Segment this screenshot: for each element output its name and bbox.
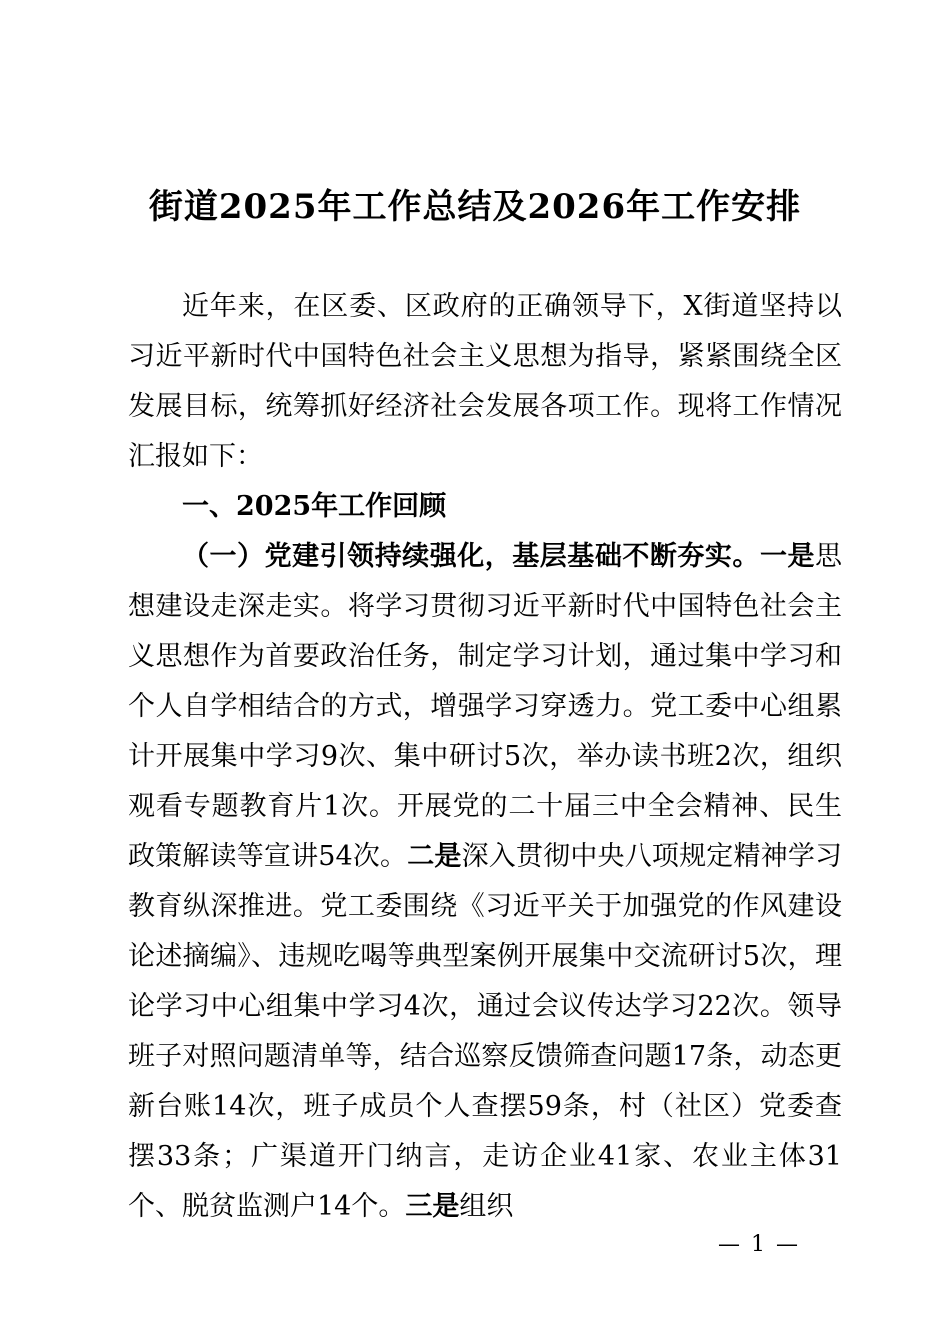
intro-paragraph: 近年来，在区委、区政府的正确领导下，X街道坚持以习近平新时代中国特色社会主义思想为指导，紧紧围绕全区发展目标，统筹抓好经济社会发展各项工作。现将工作情况汇报如下：: [128, 291, 842, 472]
document-body: [128, 282, 842, 1232]
document-title: 街道2025年工作总结及2026年工作安排: [148, 187, 802, 227]
point-marker-1: 一是: [759, 541, 816, 572]
subsection-heading: （一）党建引领持续强化，基层基础不断夯实。: [182, 541, 760, 572]
section-heading-text: 一、2025年工作回顾: [182, 491, 447, 522]
point-marker-2: 二是: [407, 841, 462, 872]
point-marker-3: 三是: [405, 1191, 460, 1222]
point-text-1: 思想建设走深走实。将学习贯彻习近平新时代中国特色社会主义思想作为首要政治任务，制定学习计划，通过集中学习和个人自学相结合的方式，增强学习穿透力。党工委中心组累计开展集中学习9次、集中研讨5次，举办读书班2次，组织观看专题教育片1次。开展党的二十届三中全会精神、民生政策解读等宣讲54次。: [128, 541, 843, 872]
point-text-2: 深入贯彻中央八项规定精神学习教育纵深推进。党工委围绕《习近平关于加强党的作风建设论述摘编》、违规吃喝等典型案例开展集中交流研讨5次，理论学习中心组集中学习4次，通过会议传达学习22次。领导班子对照问题清单等，结合巡察反馈筛查问题17条，动态更新台账14次，班子成员个人查摆59条，村（社区）党委查摆33条；广渠道开门纳言，走访企业41家、农业主体31个、脱贫监测户14个。: [128, 841, 843, 1222]
subsection-paragraph: [128, 532, 842, 1232]
section-heading: [128, 482, 842, 532]
page-number: — 1 —: [718, 1232, 800, 1257]
point-text-3: 组织: [459, 1191, 514, 1222]
